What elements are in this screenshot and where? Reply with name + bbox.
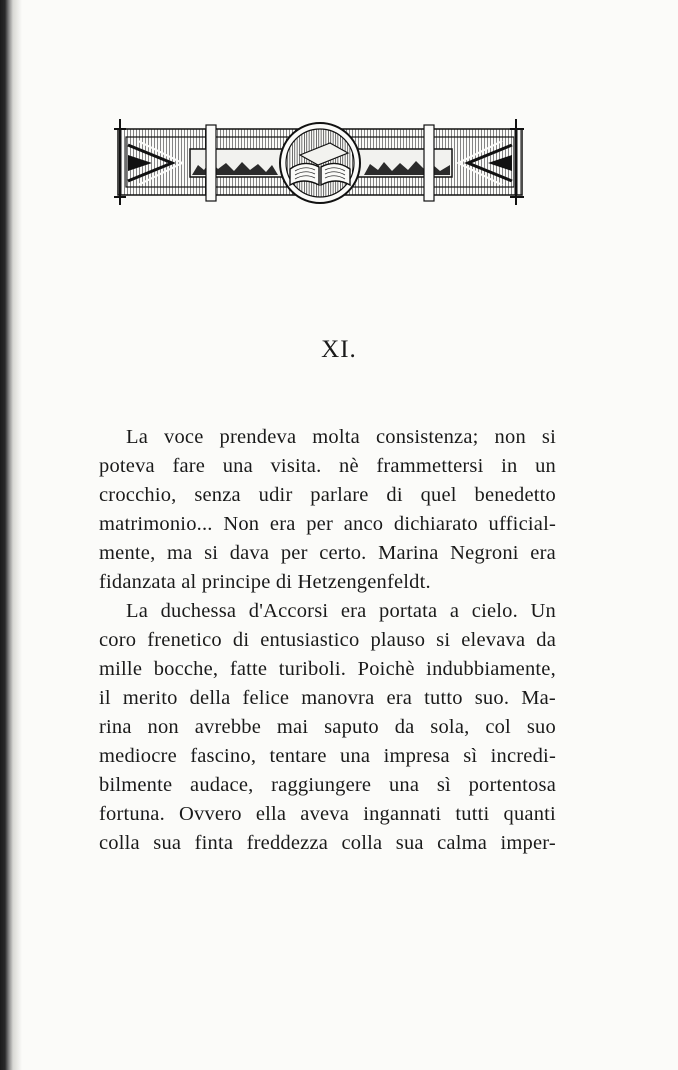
text-line: La duchessa d'Accorsi era portata a cielo. Un [126, 600, 556, 622]
ornamental-vignette [112, 115, 530, 207]
text-line: La voce prendeva molta consistenza; non si [126, 426, 556, 448]
text-line: il merito della felice manovra era tutto suo. Ma- [99, 687, 556, 709]
text-line: matrimonio... Non era per anco dichiarato ufficial- [99, 513, 556, 535]
chapter-text [99, 423, 556, 858]
text-line: rina non avrebbe mai saputo da sola, col suo [99, 716, 556, 738]
text-line: poteva fare una visita. nè frammettersi in un [99, 455, 556, 477]
text-line: crocchio, senza udir parlare di quel benedetto [99, 484, 556, 506]
text-line: coro frenetico di entusiastico plauso si elevava da [99, 629, 556, 651]
text-line: colla sua finta freddezza colla sua calma imper- [99, 832, 556, 854]
text-line: bilmente audace, raggiungere una sì portentosa [99, 774, 556, 796]
text-line: mente, ma si dava per certo. Marina Negroni era [99, 542, 556, 564]
text-line: fortuna. Ovvero ella aveva ingannati tutti quanti [99, 803, 556, 825]
chapter-number: XI. [321, 336, 357, 363]
text-line: mille bocche, fatte turiboli. Poichè indubbiamente, [99, 658, 556, 680]
text-line: fidanzata al principe di Hetzengenfeldt. [99, 571, 431, 593]
text-line: mediocre fascino, tentare una impresa sì incredi- [99, 745, 556, 767]
binding-edge [0, 0, 22, 1070]
